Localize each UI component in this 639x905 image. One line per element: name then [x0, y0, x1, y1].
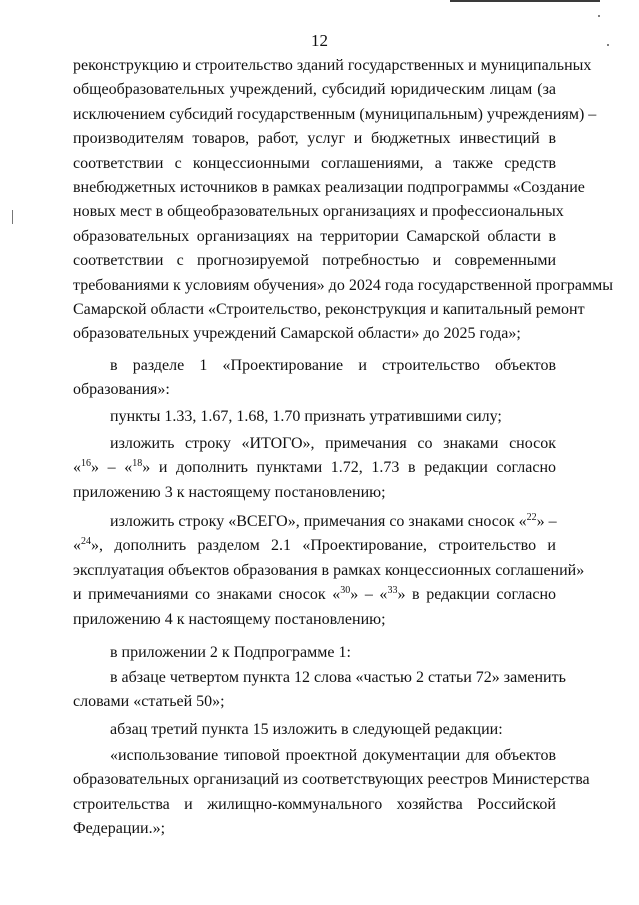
- paragraph-3: [73, 405, 556, 429]
- text-line: «использование типовой проектной документации для объектов: [110, 747, 556, 764]
- text-line: исключением субсидий государственным (муниципальным) учреждениям) –: [73, 105, 597, 123]
- text-line: эксплуатация объектов образования в рамках концессионных соглашений»: [73, 561, 585, 579]
- paragraph-2: [73, 354, 556, 403]
- text-fragment: » в редакции согласно: [397, 586, 557, 604]
- text-line: приложению 4 к настоящему постановлению;: [73, 610, 386, 628]
- text-line: изложить строку «ИТОГО», примечания со знаками сносок: [110, 435, 556, 452]
- text-line: производителям товаров, работ, услуг и бюджетных инвестиций в: [73, 130, 556, 148]
- text-fragment: » и дополнить пунктами 1.72, 1.73 в редакции согласно: [142, 459, 557, 477]
- paragraph-6: [73, 641, 556, 665]
- paragraph-8: [73, 718, 556, 742]
- text-line: образования»:: [73, 381, 170, 399]
- text-line: пункты 1.33, 1.67, 1.68, 1.70 признать утратившими силу;: [110, 408, 502, 425]
- paragraph-9: [73, 744, 590, 842]
- footnote-mark: 16: [81, 458, 91, 470]
- footnote-mark: 22: [526, 512, 537, 523]
- text-line: новых мест в общеобразовательных организациях и профессиональных: [73, 203, 564, 221]
- text-line: общеобразовательных учреждений, субсидий юридическим лицам (за: [73, 81, 556, 99]
- paragraph-1: [73, 54, 614, 347]
- text-line: реконструкцию и строительство зданий государственных и муниципальных: [73, 57, 592, 74]
- text-line: образовательных организациях на территории Самарской области в: [73, 227, 556, 245]
- text-fragment: » –: [536, 513, 557, 530]
- text-line: абзац третий пункта 15 изложить в следующей редакции:: [110, 721, 503, 738]
- text-line: требованиями к условиям обучения» до 2024 года государственной программы: [73, 276, 614, 294]
- footnote-mark: 24: [81, 536, 91, 548]
- footnote-mark: 30: [340, 585, 351, 597]
- text-line: образовательных организаций из соответствующих реестров Министерства: [73, 771, 590, 789]
- text-line: [73, 534, 556, 558]
- text-fragment: изложить строку «ВСЕГО», примечания со знаками сносок «: [110, 513, 527, 530]
- text-line: приложению 3 к настоящему постановлению;: [73, 483, 386, 501]
- text-line: соответствии с концессионными соглашениями, а также средств: [73, 154, 556, 172]
- text-fragment: «: [73, 537, 81, 555]
- text-fragment: и примечаниями со знаками сносок «: [73, 586, 341, 604]
- footnote-mark: 33: [387, 585, 398, 597]
- text-fragment: «: [73, 459, 81, 477]
- text-line: Самарской области «Строительство, реконструкция и капитальный ремонт: [73, 301, 585, 319]
- text-line: [73, 456, 556, 480]
- text-line: образовательных учреждений Самарской области» до 2025 года»;: [73, 325, 521, 343]
- page-number: 12: [311, 31, 328, 50]
- paragraph-5: [73, 510, 585, 632]
- text-line: [73, 583, 556, 607]
- scan-speck: [598, 15, 600, 17]
- text-fragment: », дополнить разделом 2.1 «Проектирование, строительство и: [91, 537, 556, 555]
- text-line: словами «статьей 50»;: [73, 693, 225, 711]
- footnote-mark: 18: [132, 458, 143, 470]
- paragraph-7: [73, 666, 566, 715]
- text-fragment: » – «: [350, 586, 388, 604]
- text-line: в приложении 2 к Подпрограмме 1:: [110, 644, 351, 661]
- text-line: внебюджетных источников в рамках реализации подпрограммы «Создание: [73, 179, 585, 197]
- text-line: Федерации.»;: [73, 820, 166, 838]
- text-line: [73, 510, 556, 534]
- text-line: в абзаце четвертом пункта 12 слова «частью 2 статьи 72» заменить: [110, 669, 566, 686]
- paragraph-4: [73, 432, 556, 505]
- text-fragment: » – «: [91, 459, 133, 477]
- text-line: соответствии с прогнозируемой потребностью и современными: [73, 252, 556, 270]
- scan-top-rule: [450, 0, 600, 2]
- scan-speck: [12, 210, 13, 224]
- text-line: в разделе 1 «Проектирование и строительство объектов: [110, 357, 556, 374]
- text-line: строительства и жилищно-коммунального хозяйства Российской: [73, 795, 556, 813]
